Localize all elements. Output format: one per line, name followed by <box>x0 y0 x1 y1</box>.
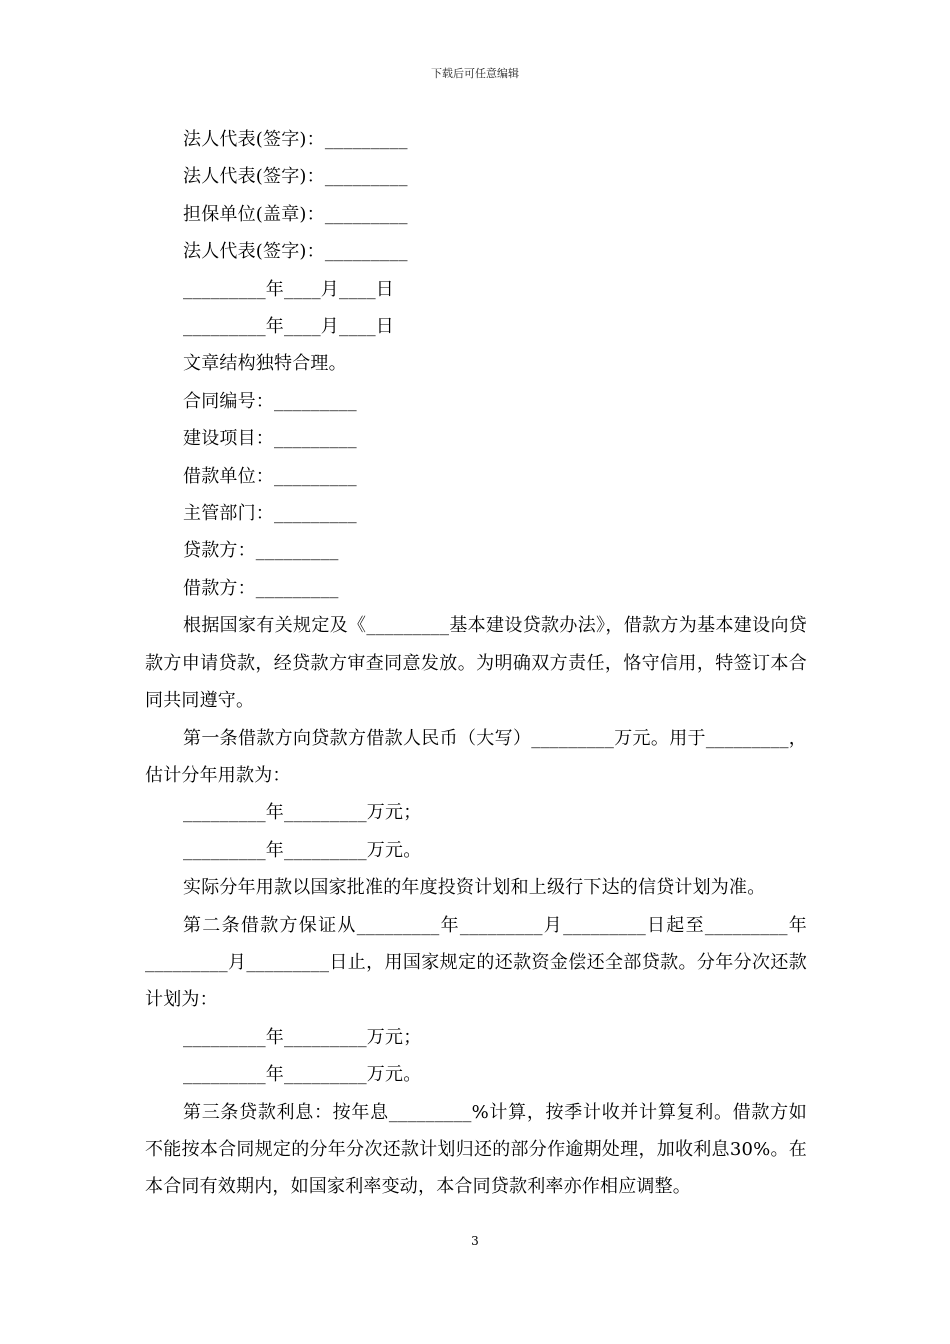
contract-number-line: 合同编号：_________ <box>183 390 357 412</box>
page-number: 3 <box>471 1234 479 1248</box>
lender-line: 贷款方：_________ <box>183 540 339 562</box>
article-1-schedule-row-1: _________年_________万元； <box>183 802 422 824</box>
borrowing-unit-line: 借款单位：_________ <box>183 465 357 487</box>
article-2-schedule-row-2: _________年_________万元。 <box>183 1064 422 1086</box>
project-line: 建设项目：_________ <box>183 428 357 450</box>
document-body <box>145 121 807 1206</box>
intro-paragraph: 根据国家有关规定及《_________基本建设贷款办法》，借款方为基本建设向贷款方申请贷款，经贷款方审查同意发放。为明确双方责任，恪守信用，特签订本合同共同遵守。 <box>145 615 807 712</box>
signature-line-legal-rep-2: 法人代表(签字)：_________ <box>183 166 408 188</box>
article-3-paragraph: 第三条贷款利息：按年息_________%计算，按季计收并计算复利。借款方如不能按本合同规定的分年分次还款计划归还的部分作逾期处理，加收利息30%。在本合同有效期内，如国家利率变动，本合同贷款利率亦作相应调整。 <box>145 1101 807 1198</box>
article-1-paragraph: 第一条借款方向贷款方借款人民币（大写）_________万元。用于_________，估计分年用款为： <box>145 727 807 786</box>
page-header: 下载后可任意编辑 <box>431 67 519 80</box>
note-line: 文章结构独特合理。 <box>183 353 347 375</box>
borrower-line: 借款方：_________ <box>183 577 339 599</box>
signature-line-guarantor-seal: 担保单位(盖章)：_________ <box>183 203 408 225</box>
date-line-2: _________年____月____日 <box>183 316 394 338</box>
article-1-schedule-row-2: _________年_________万元。 <box>183 839 422 861</box>
article-2-paragraph: 第二条借款方保证从_________年_________月_________日起至_________年_________月_________日止，用国家规定的还款资金偿还全部贷款。分年分次还款计划为： <box>145 914 807 1011</box>
article-2-schedule-row-1: _________年_________万元； <box>183 1026 422 1048</box>
date-line-1: _________年____月____日 <box>183 278 394 300</box>
signature-line-legal-rep-3: 法人代表(签字)：_________ <box>183 241 408 263</box>
article-1-note-paragraph: 实际分年用款以国家批准的年度投资计划和上级行下达的信贷计划为准。 <box>183 877 766 899</box>
supervising-department-line: 主管部门：_________ <box>183 503 357 525</box>
signature-line-legal-rep-1: 法人代表(签字)：_________ <box>183 129 408 150</box>
